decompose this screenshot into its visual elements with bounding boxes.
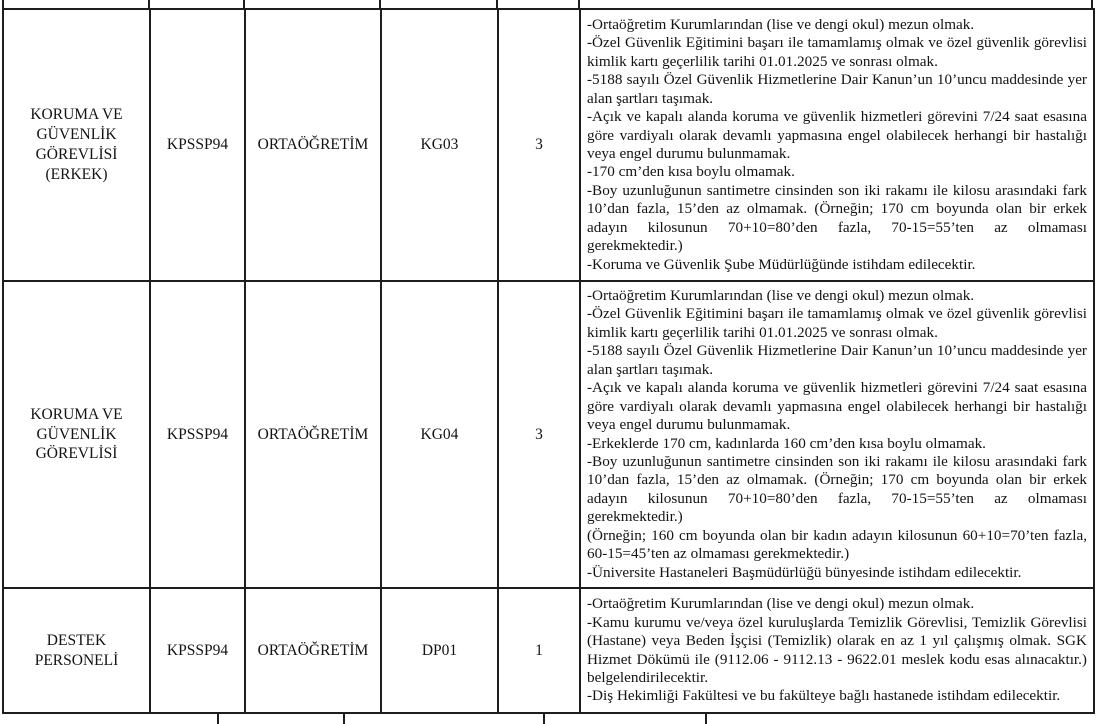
gridline-stub: [343, 712, 345, 724]
education-level-cell: ORTAÖĞRETİM: [245, 9, 381, 281]
requirements-cell: [580, 588, 1094, 713]
requirement-line: -Ortaöğretim Kurumlarından (lise ve dengi okul) mezun olmak.: [587, 286, 975, 304]
requirement-line: -Açık ve kapalı alanda koruma ve güvenlik hizmetleri görevini 7/24 saat esasına göre vardiyalı olarak devamlı yapmasına engel olabilecek herhangi bir hastalığı veya engel durumu bulunmamak.: [587, 379, 1087, 434]
requirements-cell: [580, 9, 1094, 281]
table-row: [3, 588, 1094, 713]
requirement-line: -Açık ve kapalı alanda koruma ve güvenlik hizmetleri görevini 7/24 saat esasına göre vardiyalı olarak devamlı yapmasına engel olabilecek herhangi bir hastalığı veya engel durumu bulunmamak.: [587, 108, 1087, 162]
requirement-line: -5188 sayılı Özel Güvenlik Hizmetlerine Dair Kanun’un 10’uncu maddesinde yer alan şartları taşımak.: [587, 342, 1087, 378]
position-code-cell: KG03: [381, 9, 498, 281]
requirement-line: (Örneğin; 160 cm boyunda olan bir kadın adayın kilosunun 60+10=70’ten fazla, 60-15=45’ten az olmaması gerekmektedir.): [587, 526, 1087, 563]
position-title-cell: KORUMA VE GÜVENLİK GÖREVLİSİ: [3, 281, 150, 588]
position-title-cell: KORUMA VE GÜVENLİK GÖREVLİSİ (ERKEK): [3, 9, 150, 281]
requirement-line: -5188 sayılı Özel Güvenlik Hizmetlerine Dair Kanun’un 10’uncu maddesinde yer alan şartları taşımak.: [587, 71, 1087, 107]
quota-count-cell: 3: [498, 9, 580, 281]
requirement-line: -Kamu kurumu ve/veya özel kuruluşlarda Temizlik Görevlisi, Temizlik Görevlisi (Hastane) veya Beden İşçisi (Temizlik) olarak en az 1 yıl çalışmış olmak. SGK Hizmet Dökümü ile (9112.06 - 9112.13 - 9622.01 meslek kodu esas alınacaktır.) belgelendirilecektir.: [587, 613, 1087, 686]
kpss-score-type-cell: KPSSP94: [150, 588, 245, 713]
quota-count-cell: 1: [498, 588, 580, 713]
requirements-cell: [580, 281, 1094, 588]
education-level-cell: ORTAÖĞRETİM: [245, 281, 381, 588]
requirement-line: -170 cm’den kısa boylu olmamak.: [587, 163, 795, 181]
quota-count-cell: 3: [498, 281, 580, 588]
kpss-score-type-cell: KPSSP94: [150, 9, 245, 281]
table-row: [3, 281, 1094, 588]
position-title-cell: DESTEK PERSONELİ: [3, 588, 150, 713]
table-row: [3, 9, 1094, 281]
kpss-score-type-cell: KPSSP94: [150, 281, 245, 588]
requirement-line: -Boy uzunluğunun santimetre cinsinden son iki rakamı ile kilosu arasındaki fark 10’dan fazla, 15’den az olmamak. (Örneğin; 170 cm boyunda olan bir erkek adayın kilosunun 70+10=80’den fazla, 70-15=55’ten az olmaması gerekmektedir.): [587, 181, 1087, 255]
job-postings-table: [2, 8, 1095, 714]
requirement-line: -Ortaöğretim Kurumlarından (lise ve dengi okul) mezun olmak.: [587, 15, 975, 33]
requirement-line: -Özel Güvenlik Eğitimini başarı ile tamamlamış olmak ve özel güvenlik görevlisi kimlik kartı geçerlilik tarihi 01.01.2025 ve sonrası olmak.: [587, 34, 1087, 70]
requirement-line: -Koruma ve Güvenlik Şube Müdürlüğünde istihdam edilecektir.: [587, 255, 976, 273]
requirement-line: -Erkeklerde 170 cm, kadınlarda 160 cm’den kısa boylu olmamak.: [587, 434, 986, 452]
gridline-stub: [217, 712, 219, 724]
education-level-cell: ORTAÖĞRETİM: [245, 588, 381, 713]
gridline-stub: [543, 712, 545, 724]
requirement-line: -Boy uzunluğunun santimetre cinsinden son iki rakamı ile kilosu arasındaki fark 10’dan fazla, 15’den az olmamak. (Örneğin; 170 cm boyunda olan bir erkek adayın kilosunun 70+10=80’den fazla, 70-15=55’ten az olmaması gerekmektedir.): [587, 452, 1087, 526]
position-code-cell: DP01: [381, 588, 498, 713]
gridline-stub: [705, 712, 707, 724]
requirement-line: -Ortaöğretim Kurumlarından (lise ve dengi okul) mezun olmak.: [587, 595, 975, 613]
requirement-line: -Üniversite Hastaneleri Başmüdürlüğü bünyesinde istihdam edilecektir.: [587, 563, 1022, 581]
requirement-line: -Diş Hekimliği Fakültesi ve bu fakülteye bağlı hastanede istihdam edilecektir.: [587, 687, 1061, 705]
requirement-line: -Özel Güvenlik Eğitimini başarı ile tamamlamış olmak ve özel güvenlik görevlisi kimlik kartı geçerlilik tarihi 01.01.2025 ve sonrası olmak.: [587, 305, 1087, 341]
position-code-cell: KG04: [381, 281, 498, 588]
